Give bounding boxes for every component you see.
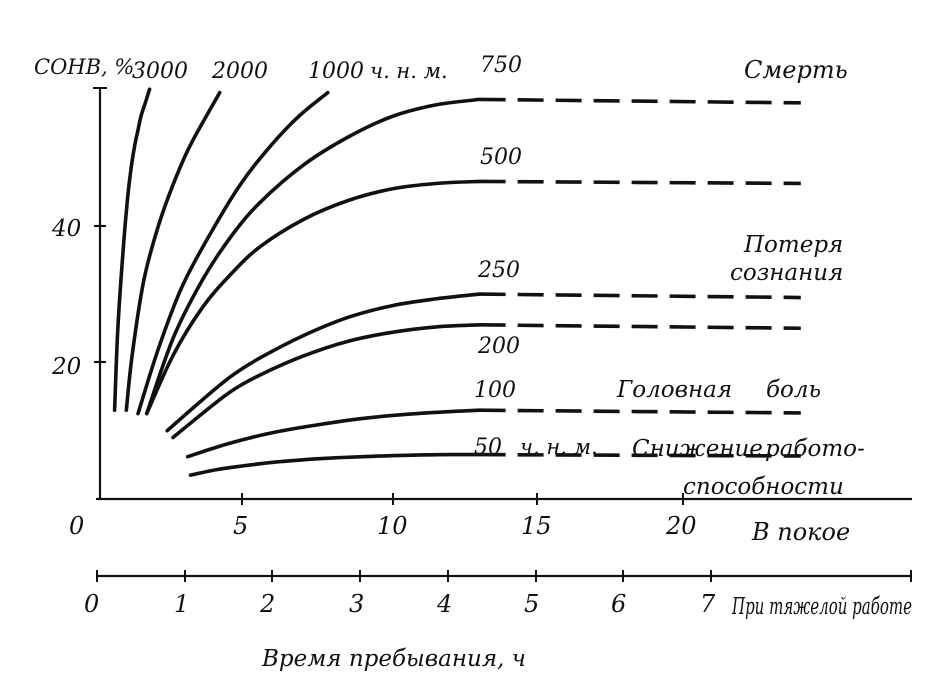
x-tick-label-rest-15: 15 <box>521 512 552 540</box>
series-curve-2000 <box>126 93 219 411</box>
x-tick-label-rest-10: 10 <box>377 512 408 540</box>
annotation-headache-2: боль <box>766 377 822 403</box>
series-label-200: 200 <box>478 334 520 359</box>
x-axis-work-label-text: При тяжелой работе <box>731 594 912 620</box>
series-curve-50 <box>191 455 480 476</box>
y-tick-label-40: 40 <box>52 216 82 242</box>
x-tick-label-work-7: 7 <box>700 590 716 618</box>
annotation-reduced-1: Снижение <box>632 436 763 462</box>
annotation-headache-1: Головная <box>617 377 733 403</box>
series-layer <box>115 89 801 475</box>
series-label-2000: 2000 <box>212 59 268 84</box>
x-tick-label-work-6: 6 <box>611 590 627 618</box>
x-tick-label-work-2: 2 <box>260 590 276 618</box>
unit-label-50: ч. н. м. <box>520 435 598 459</box>
series-label-750: 750 <box>480 53 522 78</box>
annotation-loss: Потеря <box>744 232 844 258</box>
x-tick-label-rest-20: 20 <box>666 512 697 540</box>
plateau-line-500 <box>480 181 801 183</box>
plateau-line-100 <box>480 410 801 413</box>
annotation-consciousness: сознания <box>730 260 844 286</box>
x-tick-label-rest-5: 5 <box>233 512 249 540</box>
x-tick-label-work-4: 4 <box>437 590 453 618</box>
plateau-line-250 <box>480 294 801 297</box>
x-axis-work-label <box>731 594 912 620</box>
series-label-100: 100 <box>474 378 516 403</box>
unit-label-top: ч. н. м. <box>370 59 448 83</box>
annotation-reduced-2: работо- <box>765 436 865 462</box>
annotation-death: Смерть <box>744 56 848 84</box>
series-curve-200 <box>173 325 480 438</box>
x-tick-label-work-1: 1 <box>174 590 190 618</box>
x-tick-label-work-0: 0 <box>84 590 100 618</box>
y-tick-label-20: 20 <box>52 354 82 380</box>
series-curve-500 <box>147 181 480 413</box>
series-label-3000: 3000 <box>132 59 188 84</box>
x-tick-label-rest-0: 0 <box>69 512 85 540</box>
series-label-250: 250 <box>478 258 520 283</box>
x-tick-label-work-3: 3 <box>349 590 365 618</box>
x-tick-label-work-5: 5 <box>524 590 540 618</box>
x-axis-label: Время пребывания, ч <box>262 646 526 672</box>
series-curve-250 <box>167 294 479 431</box>
x-axis-rest-label: В покое <box>752 518 851 546</box>
series-label-1000: 1000 <box>308 59 364 84</box>
plateau-line-750 <box>480 99 801 102</box>
series-curve-100 <box>188 410 480 457</box>
annotation-reduced-3: способности <box>683 474 844 500</box>
plateau-line-50 <box>480 455 801 456</box>
series-label-500: 500 <box>480 145 522 170</box>
series-label-50: 50 <box>474 435 502 460</box>
y-axis-label: СОНВ, % <box>34 55 135 79</box>
plateau-line-200 <box>480 325 801 328</box>
